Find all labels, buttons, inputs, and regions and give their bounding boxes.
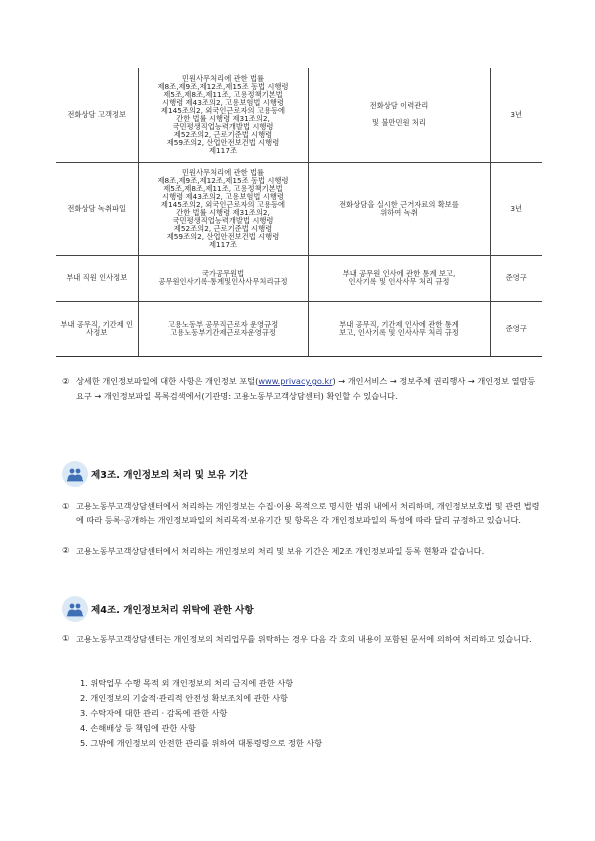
purpose-line: 위하여 녹취 xyxy=(380,207,418,217)
article-title: 제3조. 개인정보의 처리 및 보유 기간 xyxy=(91,470,248,481)
list-item: 3. 수탁자에 대한 관리 · 감독에 관한 사항 xyxy=(80,708,228,718)
legal-basis-line: 민원사무처리에 관한 법률 xyxy=(181,167,265,177)
purpose-line: 전화상담 이력관리 xyxy=(369,101,429,111)
legal-basis-line: 제5조,제8조,제11조, 고용정책기본법 xyxy=(163,89,283,99)
purpose-cell xyxy=(308,162,490,255)
legal-basis-line: 시행령 제43조의2, 고용보험법 시행령 xyxy=(162,97,284,107)
retention-period-cell: 3년 xyxy=(490,68,542,162)
legal-basis-line: 제117조 xyxy=(208,145,238,155)
legal-basis-line: 국민평생직업능력개발법 시행령 xyxy=(172,121,274,131)
purpose-line: 부내 공무직, 기간제 인사에 관한 통계 xyxy=(339,319,459,329)
note-text-part: 상세한 개인정보파일에 대한 사항은 개인정보 포털( xyxy=(76,376,259,386)
legal-basis-line: 제8조,제9조,제12조,제15조 동법 시행령 xyxy=(157,175,289,185)
legal-basis-line: 공무원인사기록·통계및인사사무처리규정 xyxy=(158,277,288,286)
legal-basis-cell xyxy=(138,301,308,356)
legal-basis-line: 고용노동부 공무직근로자 운영규정 xyxy=(167,319,279,329)
purpose-cell xyxy=(308,301,490,356)
table-row xyxy=(56,162,542,255)
people-icon xyxy=(62,461,88,487)
legal-basis-line: 제52조의2, 근로기준법 시행령 xyxy=(173,129,273,139)
legal-basis-line: 제59조의2, 산업안전보건법 시행령 xyxy=(166,137,280,147)
file-name-cell: 부내 직원 인사정보 xyxy=(56,255,138,301)
legal-basis-line: 간한 법률 시행령 제31조의2, xyxy=(176,113,270,123)
article-3-paragraph-1 xyxy=(62,500,546,527)
legal-basis-line: 고용노동부기간제근로자운영규정 xyxy=(170,327,276,337)
legal-basis-line: 간한 법률 시행령 제31조의2, xyxy=(176,207,270,217)
legal-basis-line: 제8조,제9조,제12조,제15조 동법 시행령 xyxy=(157,81,289,91)
note-text-part: ) → 개인서비스 → 정보주체 권리행사 → 개인정보 열람등 요구 → 개인정보파일 목록검색에서(기관명: 고용노동부고객상담센터) 확인할 수 있습니다. xyxy=(76,376,536,401)
purpose-line: 및 불만민원 처리 xyxy=(372,118,426,128)
legal-basis-line: 제117조 xyxy=(208,239,238,249)
retention-period-cell: 준영구 xyxy=(490,301,542,356)
purpose-line: 인사기록 및 인사사무 처리 규정 xyxy=(348,277,450,286)
list-item: 1. 위탁업무 수행 목적 외 개인정보의 처리 금지에 관한 사항 xyxy=(80,678,294,688)
table-row xyxy=(56,255,542,301)
file-name-cell: 전화상담 고객정보 xyxy=(56,68,138,162)
note-text xyxy=(76,374,544,404)
legal-basis-line: 제145조의2, 외국인근로자의 고용등에 xyxy=(160,105,286,115)
table-row xyxy=(56,68,542,162)
people-icon xyxy=(62,596,88,622)
personal-info-file-table xyxy=(56,68,542,357)
paragraph-text: 고용노동부고객상담센터는 개인정보의 처리업무를 위탁하는 경우 다음 각 호의 내용이 포함된 문서에 의하여 처리하고 있습니다. xyxy=(76,634,532,644)
list-item: 5. 그밖에 개인정보의 안전한 관리를 위하여 대통령령으로 정한 사항 xyxy=(80,738,323,748)
article-title: 제4조. 개인정보처리 위탁에 관한 사항 xyxy=(91,605,254,616)
purpose-line: 전화상담을 실시한 근거자료의 확보를 xyxy=(339,199,459,209)
legal-basis-line: 제52조의2, 근로기준법 시행령 xyxy=(173,223,273,233)
purpose-cell xyxy=(308,255,490,301)
privacy-portal-link[interactable]: www.privacy.go.kr xyxy=(258,376,333,386)
paragraph-text: 고용노동부고객상담센터에서 처리하는 개인정보는 수집·이용 목적으로 명시한 범위 내에서 처리하며, 개인정보보호법 및 관련 법령에 따라 등록·공개하는 개인정보파일의 처리목적·보유기간 및 항목은 각 개인정보파일의 특성에 따라 달리 규정하고 있습니다. xyxy=(76,501,540,525)
retention-period-cell: 3년 xyxy=(490,162,542,255)
list-item: 4. 손해배상 등 책임에 관한 사항 xyxy=(80,723,196,733)
legal-basis-line: 제59조의2, 산업안전보건법 시행령 xyxy=(166,231,280,241)
purpose-line: 보고, 인사기록 및 인사사무 처리 규정 xyxy=(339,327,459,337)
purpose-cell xyxy=(308,68,490,162)
paragraph-number: ① xyxy=(62,633,70,643)
article-4-heading xyxy=(62,596,254,622)
entrustment-items-list xyxy=(80,676,540,751)
legal-basis-cell xyxy=(138,68,308,162)
legal-basis-cell xyxy=(138,255,308,301)
legal-basis-line: 시행령 제43조의2, 고용보험법 시행령 xyxy=(162,191,284,201)
purpose-line: 부내 공무원 인사에 관한 통계 보고, xyxy=(342,269,456,278)
legal-basis-cell xyxy=(138,162,308,255)
list-item: 2. 개인정보의 기술적·관리적 안전성 확보조치에 관한 사항 xyxy=(80,693,288,703)
file-name-cell: 전화상담 녹취파일 xyxy=(56,162,138,255)
legal-basis-line: 제5조,제8조,제11조, 고용정책기본법 xyxy=(163,183,283,193)
file-lookup-note xyxy=(62,374,544,404)
legal-basis-line: 국민평생직업능력개발법 시행령 xyxy=(172,215,274,225)
legal-basis-line: 국가공무원법 xyxy=(201,269,245,278)
article-3-paragraph-2 xyxy=(62,544,546,559)
table-row xyxy=(56,301,542,356)
paragraph-number: ② xyxy=(62,376,70,386)
paragraph-number: ① xyxy=(62,501,70,511)
retention-period-cell: 준영구 xyxy=(490,255,542,301)
article-4-paragraph-1 xyxy=(62,632,546,647)
legal-basis-line: 제145조의2, 외국인근로자의 고용등에 xyxy=(160,199,286,209)
paragraph-text: 고용노동부고객상담센터에서 처리하는 개인정보의 처리 및 보유 기간은 제2조 개인정보파일 등록 현황과 같습니다. xyxy=(76,546,485,556)
paragraph-number: ② xyxy=(62,545,70,555)
legal-basis-line: 민원사무처리에 관한 법률 xyxy=(181,73,265,83)
article-3-heading xyxy=(62,461,248,487)
file-name-cell: 부내 공무직, 기간제 인사정보 xyxy=(56,301,138,356)
